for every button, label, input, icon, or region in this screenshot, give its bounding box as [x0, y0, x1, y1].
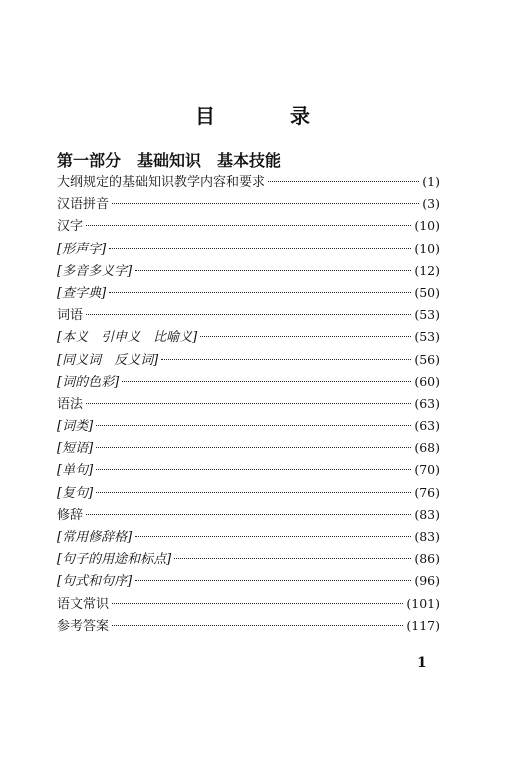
table-of-contents — [57, 171, 440, 637]
toc-entry — [57, 459, 440, 481]
toc-entry — [57, 304, 440, 326]
toc-dot-leader — [86, 314, 411, 315]
toc-entry-label: [常用修辞格] — [57, 530, 133, 545]
toc-entry — [57, 326, 440, 348]
toc-entry — [57, 593, 440, 615]
toc-entry-page: (56) — [414, 351, 440, 367]
toc-entry — [57, 615, 440, 637]
toc-dot-leader — [109, 248, 411, 249]
toc-entry — [57, 371, 440, 393]
toc-entry-label: [查字典] — [57, 285, 107, 301]
toc-entry-page: (101) — [406, 595, 440, 611]
toc-entry-label: 词语 — [57, 308, 84, 324]
toc-entry-label: [形声字] — [57, 241, 107, 257]
toc-entry-page: (60) — [414, 373, 440, 389]
toc-entry-page: (63) — [414, 395, 440, 411]
toc-dot-leader — [112, 203, 419, 204]
toc-entry-page: (86) — [414, 551, 440, 567]
toc-dot-leader — [109, 292, 411, 293]
toc-entry-label: [单句] — [57, 463, 94, 479]
toc-entry-page: (68) — [414, 440, 440, 456]
page-number: 1 — [417, 655, 427, 671]
toc-entry — [57, 282, 440, 304]
toc-entry-label: 语法 — [57, 396, 84, 412]
toc-dot-leader — [96, 447, 411, 448]
toc-entry-label: [复句] — [57, 485, 94, 501]
toc-dot-leader — [112, 625, 403, 626]
toc-dot-leader — [86, 403, 411, 404]
toc-entry-label: [词的色彩] — [57, 374, 120, 390]
toc-entry-page: (3) — [422, 196, 440, 212]
toc-entry-page: (63) — [414, 418, 440, 434]
toc-entry — [57, 504, 440, 526]
toc-entry — [57, 548, 440, 570]
toc-entry-page: (76) — [414, 484, 440, 500]
toc-entry-label: 汉字 — [57, 219, 84, 235]
toc-dot-leader — [86, 514, 411, 515]
toc-dot-leader — [122, 381, 411, 382]
toc-dot-leader — [268, 181, 419, 182]
toc-dot-leader — [135, 270, 411, 271]
toc-entry-label: 汉语拼音 — [57, 197, 110, 213]
toc-entry — [57, 393, 440, 415]
toc-entry-label: [句式和句序] — [57, 574, 133, 590]
toc-entry-label: [短语] — [57, 441, 94, 457]
toc-dot-leader — [96, 469, 411, 470]
toc-dot-leader — [174, 558, 411, 559]
toc-entry — [57, 215, 440, 237]
toc-entry-label: [多音多义字] — [57, 263, 133, 279]
toc-entry-label: 修辞 — [57, 507, 84, 523]
toc-entry-page: (10) — [414, 240, 440, 256]
toc-entry-page: (70) — [414, 462, 440, 478]
part-heading: 第一部分 基础知识 基本技能 — [57, 151, 282, 170]
toc-dot-leader — [200, 336, 411, 337]
toc-entry — [57, 482, 440, 504]
toc-dot-leader — [161, 359, 411, 360]
toc-entry-label: [本义 引申义 比喻义] — [57, 330, 198, 346]
toc-entry-page: (96) — [414, 573, 440, 589]
toc-entry-page: (12) — [414, 262, 440, 278]
toc-dot-leader — [135, 580, 411, 581]
toc-dot-leader — [96, 425, 411, 426]
page-title: 目 录 — [195, 104, 344, 128]
toc-entry-page: (83) — [414, 506, 440, 522]
toc-entry-label: [词类] — [57, 419, 94, 435]
toc-entry — [57, 193, 440, 215]
toc-entry — [57, 349, 440, 371]
toc-dot-leader — [112, 603, 403, 604]
toc-entry-page: (10) — [414, 218, 440, 234]
toc-entry-page: (50) — [414, 284, 440, 300]
toc-entry-label: [句子的用途和标点] — [57, 552, 172, 568]
toc-entry-page: (1) — [422, 174, 440, 189]
toc-entry-page: (117) — [406, 617, 440, 633]
toc-dot-leader — [86, 225, 411, 226]
toc-dot-leader — [96, 492, 411, 493]
toc-entry — [57, 260, 440, 282]
toc-entry-label: 大纲规定的基础知识教学内容和要求 — [57, 175, 266, 190]
toc-entry-label: 参考答案 — [57, 618, 110, 634]
toc-entry-label: 语文常识 — [57, 596, 110, 612]
toc-entry — [57, 526, 440, 548]
toc-entry-page: (53) — [414, 307, 440, 323]
toc-entry-page: (83) — [414, 529, 440, 544]
toc-entry — [57, 171, 440, 193]
toc-entry-label: [同义词 反义词] — [57, 352, 159, 368]
toc-dot-leader — [135, 536, 411, 537]
toc-entry — [57, 415, 440, 437]
toc-entry — [57, 570, 440, 592]
toc-entry-page: (53) — [414, 329, 440, 345]
toc-entry — [57, 437, 440, 459]
toc-entry — [57, 238, 440, 260]
